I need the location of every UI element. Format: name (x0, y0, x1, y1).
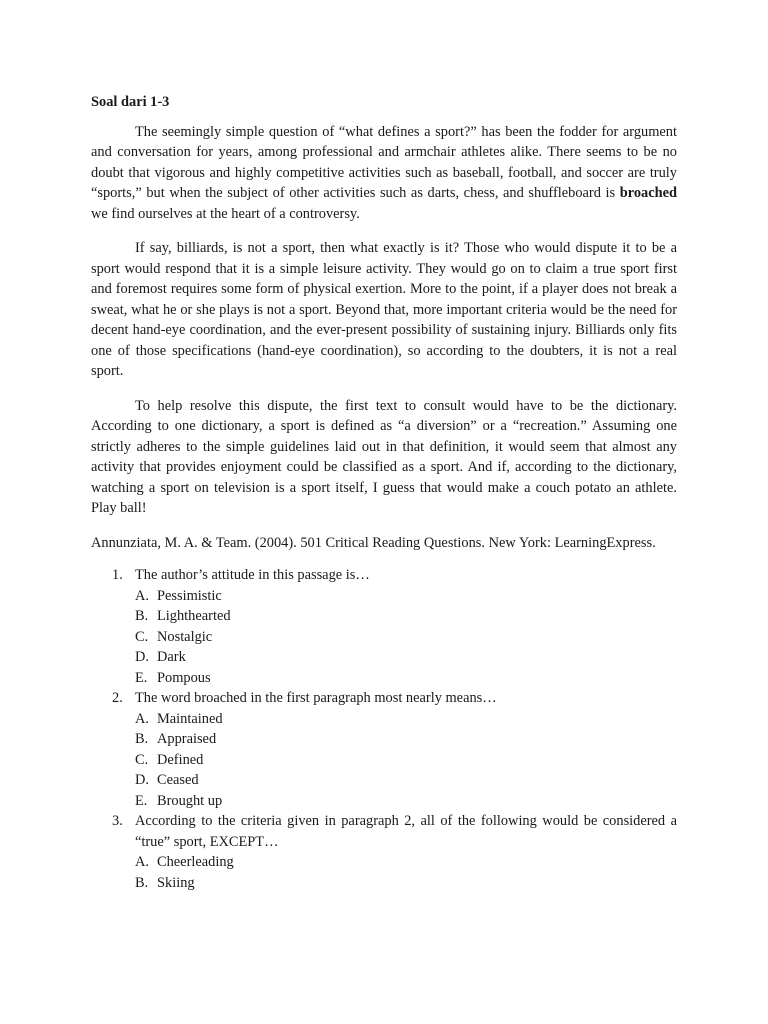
option-text: Nostalgic (157, 628, 213, 645)
option-letter: B. (135, 731, 149, 747)
option-item (91, 770, 677, 791)
option-item (91, 668, 677, 689)
option-text: Pompous (157, 669, 211, 686)
option-item (91, 729, 677, 750)
option-item (91, 750, 677, 771)
option-text: Dark (157, 649, 186, 665)
question-item (91, 565, 677, 688)
section-heading: Soal dari 1-3 (91, 94, 170, 110)
question-text: The word broached in the first paragraph most nearly means… (135, 690, 497, 706)
option-letter: E. (135, 792, 148, 809)
option-text: Ceased (157, 772, 199, 788)
option-item (91, 791, 677, 812)
option-item (91, 852, 677, 873)
option-list (135, 709, 677, 812)
option-item (91, 709, 677, 730)
paragraph-1-text-start: The seemingly simple question of “what defines a sport?” has been the fodder for argument and conversation for years, among professional and armchair athletes alike. There seems to be no doubt that vigorous and highly competitive activities such as baseball, football, and soccer are truly “sports,” but when the subject of other activities such as darts, chess, and shuffleboard is (91, 123, 677, 201)
option-letter: D. (135, 772, 149, 788)
option-text: Defined (157, 751, 204, 768)
option-text: Pessimistic (157, 587, 222, 604)
bold-word-broached: broached (619, 185, 677, 201)
question-item (91, 811, 677, 893)
option-text: Maintained (157, 710, 223, 727)
option-letter: B. (135, 874, 149, 891)
document-page (91, 92, 677, 893)
option-item (91, 586, 677, 607)
paragraph-3: To help resolve this dispute, the first text to consult would have to be the dictionary. According to one dictionary, a sport is defined as “a diversion” or a “recreation.” Assuming one strictly adheres to the simple guidelines laid out in that definition, it would seem that almost any activity that provides enjoyment could be classified as a sport. And if, according to the dictionary, watching a sport on television is a sport itself, I guess that would make a couch potato an athlete. Play ball! (91, 397, 677, 516)
option-text: Lighthearted (157, 608, 231, 624)
question-item (91, 688, 677, 811)
citation: Annunziata, M. A. & Team. (2004). 501 Critical Reading Questions. New York: LearningExpress. (91, 534, 656, 551)
option-list (135, 586, 677, 689)
paragraph-1 (91, 122, 677, 225)
option-letter: A. (135, 854, 149, 870)
option-text: Skiing (157, 874, 195, 891)
question-list (91, 565, 677, 893)
option-item (91, 873, 677, 894)
option-letter: C. (135, 628, 149, 645)
option-letter: B. (135, 608, 149, 624)
option-list (135, 852, 677, 893)
option-letter: A. (135, 710, 149, 727)
option-letter: E. (135, 669, 148, 686)
question-number: 1. (112, 567, 123, 583)
option-item (91, 606, 677, 627)
option-text: Appraised (157, 731, 217, 747)
option-letter: D. (135, 649, 149, 665)
paragraph-1-text-end: we find ourselves at the heart of a controversy. (91, 205, 360, 222)
option-text: Cheerleading (157, 854, 234, 870)
option-letter: A. (135, 587, 149, 604)
question-number: 3. (112, 813, 123, 829)
option-item (91, 647, 677, 668)
question-text: The author’s attitude in this passage is… (135, 567, 370, 583)
question-number: 2. (112, 690, 123, 706)
option-text: Brought up (157, 792, 223, 809)
paragraph-2: If say, billiards, is not a sport, then what exactly is it? Those who would dispute it to be a sport would respond that it is a simple leisure activity. They would go on to claim a true sport first and foremost requires some form of physical exertion. More to the point, if a player does not break a sweat, what he or she plays is not a sport. Beyond that, more important criteria would be the need for decent hand-eye coordination, and the ever-present possibility of sustaining injury. Billiards only fits one of those specifications (hand-eye coordination), so according to the doubters, it is not a real sport. (91, 240, 677, 379)
option-letter: C. (135, 751, 149, 768)
question-text: According to the criteria given in paragraph 2, all of the following would be considered a “true” sport, EXCEPT… (135, 813, 677, 850)
option-item (91, 627, 677, 648)
